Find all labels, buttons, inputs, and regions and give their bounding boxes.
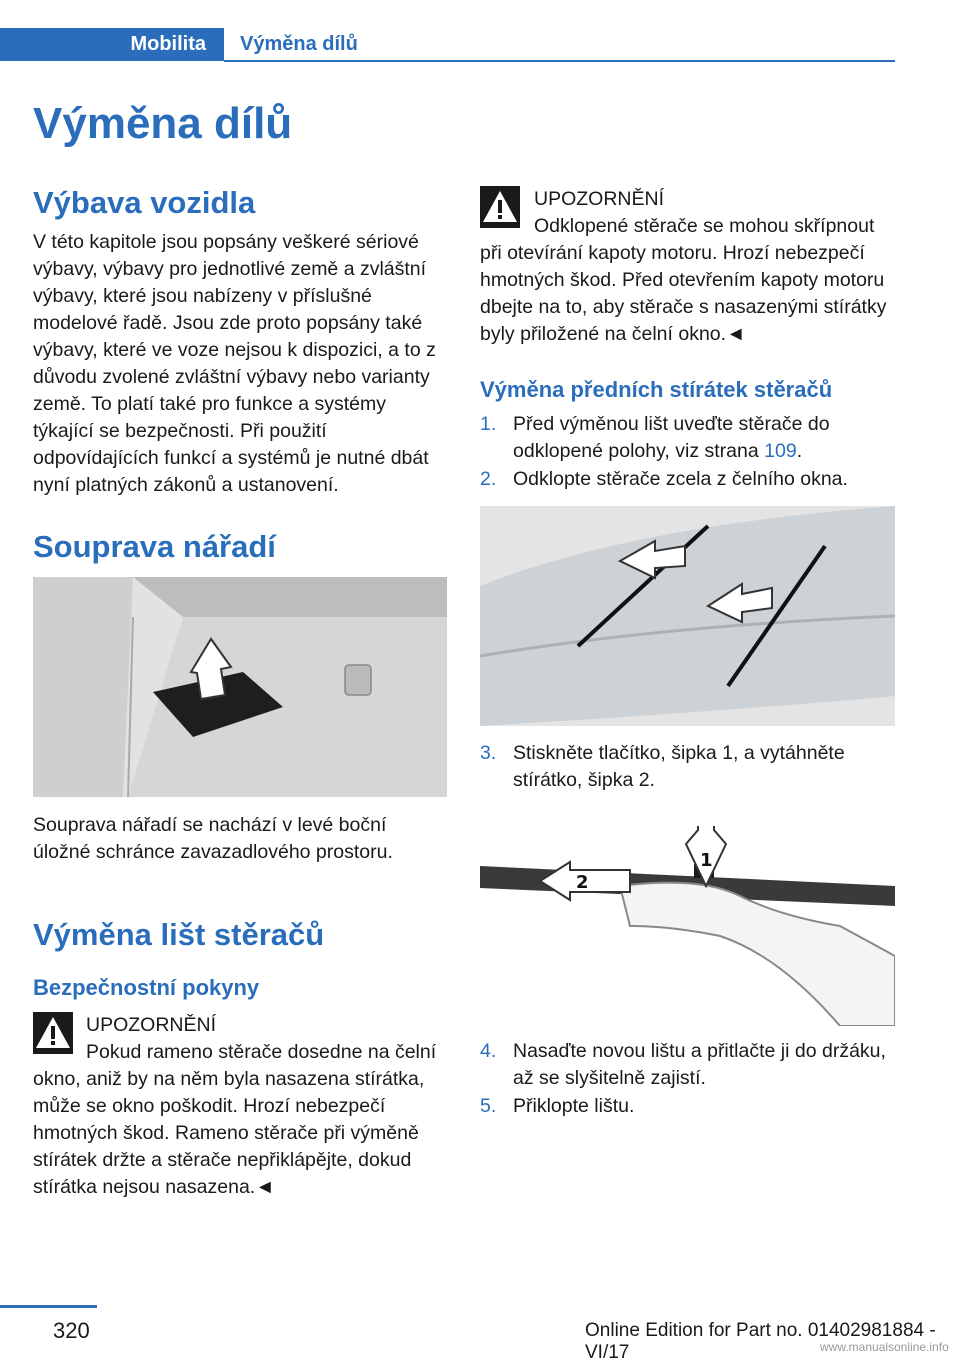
page-title: Výměna dílů [33, 99, 293, 148]
heading-vymena-list: Výměna lišt stěračů [33, 917, 325, 952]
warning-text-right: Odklopené stěrače se mohou skřípnout při otevírání kapoty motoru. Hrozí nebezpečí hmotných škod. Před otevřením kapoty motoru dbejte na to, aby stěrače s nasazenými stírátky byly přiložené na čelní okno.◄ [480, 215, 887, 345]
page-number: 320 [53, 1318, 90, 1343]
page-link-109[interactable]: 109 [764, 440, 797, 462]
heading-souprava-naradi: Souprava nářadí [33, 529, 276, 564]
warning-text-left: Pokud rameno stěrače dosedne na čelní okno, aniž by na něm byla nasazena stírátka, může se okno poškodit. Hrozí nebezpečí hmotných škod. Rameno stěrače při výměně stírátek držte a stěrače nepřiklápějte, dokud stírátka nejsou nasazena.◄ [33, 1041, 437, 1198]
step-number-2: 2. [480, 468, 497, 490]
step-text-4: Nasaďte novou lištu a přitlačte ji do držáku, až se slyšitelně zajistí. [513, 1040, 886, 1089]
step-1-tail: . [796, 440, 803, 462]
step-text-5: Přiklopte lištu. [513, 1095, 635, 1117]
header-divider [224, 60, 895, 62]
heading-bezpecnostni-pokyny: Bezpečnostní pokyny [33, 975, 260, 1000]
arrow-label-2: 2 [576, 872, 589, 893]
paragraph-vybava: V této kapitole jsou popsány veškeré sériové výbavy, výbavy pro jednotlivé země a zvláštní výbavy, které jsou nabízeny v příslušné modelové řadě. Jsou zde proto popsány také výbavy, které ve voze nejsou k dispozici, a to z důvodu zvolené zvláštní výbavy nebo varianty země. To platí také pro funkce a systémy týkající se bezpečnosti. Při použití odpovídajících funkcí a systémů je nutné dbát nyní platných zákonů a ustanovení. [33, 231, 436, 496]
edition-info: Online Edition for Part no. 01402981884 - VI/17 [585, 1320, 936, 1363]
step-number-3: 3. [480, 742, 497, 764]
step-text-2: Odklopte stěrače zcela z čelního okna. [513, 468, 848, 490]
watermark: www.manualsonline.info [820, 1340, 949, 1354]
heading-vymena-prednich-stiratek: Výměna předních stírátek stěračů [480, 377, 833, 402]
paragraph-souprava: Souprava nářadí se nachází v levé boční úložné schránce zavazadlového prostoru. [33, 814, 393, 863]
step-number-5: 5. [480, 1095, 497, 1117]
heading-vybava-vozidla: Výbava vozidla [33, 185, 256, 220]
warning-label-right: UPOZORNĚNÍ [534, 188, 665, 210]
step-number-1: 1. [480, 413, 497, 435]
figure-wipers [480, 506, 895, 726]
step-text-1 [513, 411, 895, 465]
toolkit-illustration [33, 577, 447, 797]
step-text-3: Stiskněte tlačítko, šipka 1, a vytáhněte stírátko, šipka 2. [513, 742, 845, 791]
arrow-label-1: 1 [700, 850, 713, 871]
step-1-body: Před výměnou lišt uveďte stěrače do odklopené polohy, viz strana [513, 413, 830, 462]
warning-label-left: UPOZORNĚNÍ [86, 1014, 217, 1036]
tab-vymena-dilu[interactable]: Výměna dílů [240, 33, 358, 55]
footer-divider [0, 1305, 97, 1308]
tab-mobilita[interactable]: Mobilita [0, 28, 224, 61]
figure-blade-removal [480, 826, 895, 1026]
step-number-4: 4. [480, 1040, 497, 1062]
figure-toolkit [33, 577, 447, 797]
